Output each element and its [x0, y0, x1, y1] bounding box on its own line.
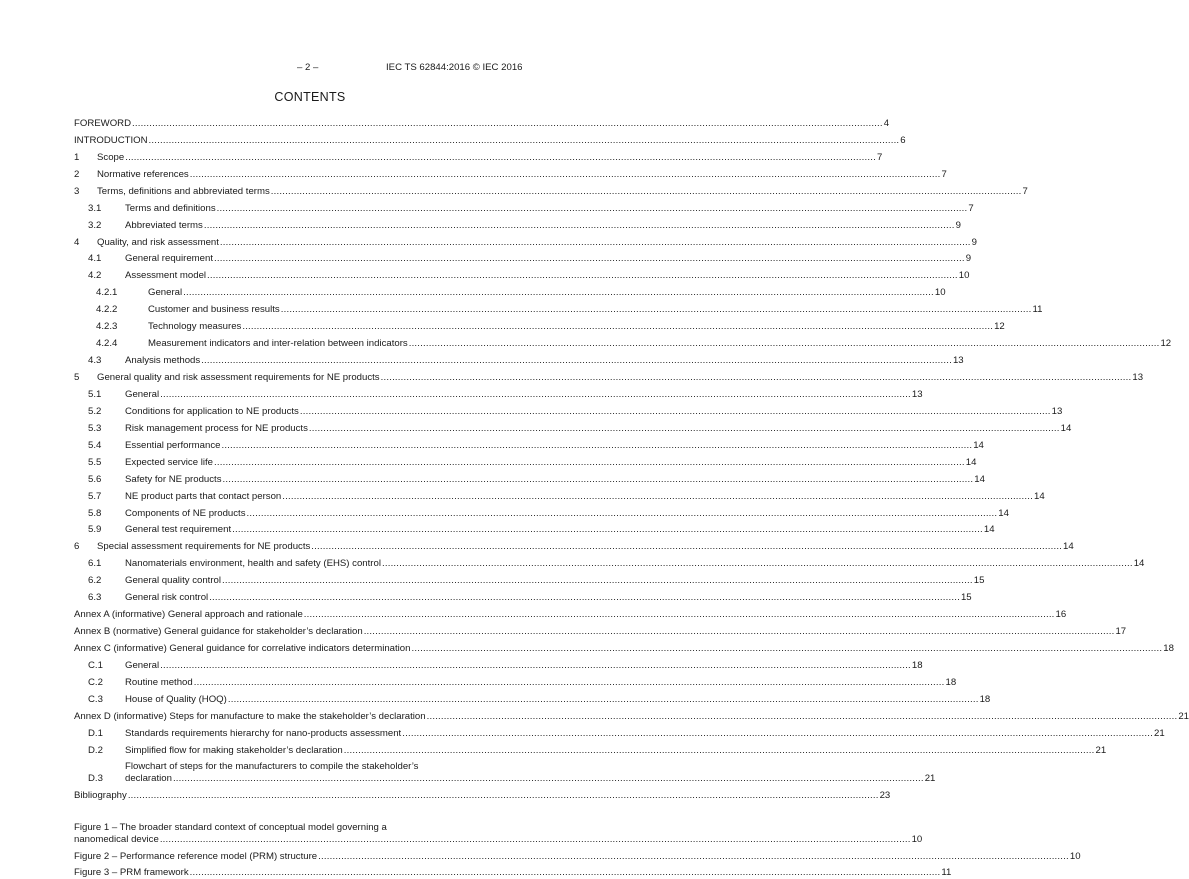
- dot-leader: [228, 694, 979, 706]
- dot-leader: [132, 118, 883, 130]
- toc-entry[interactable]: [74, 689, 546, 706]
- toc-entry[interactable]: [74, 147, 546, 164]
- toc-entry[interactable]: [74, 638, 546, 655]
- toc-entry[interactable]: [74, 604, 546, 621]
- entry-number: 5.2: [88, 406, 125, 418]
- entry-title-continuation: [125, 773, 935, 785]
- dot-leader: [209, 592, 960, 604]
- entry-number: 4.2: [88, 270, 125, 282]
- entry-title-line2: nanomedical device: [74, 834, 159, 846]
- entry-number: 4.2.2: [96, 304, 148, 316]
- entry-title: Components of NE products: [125, 508, 246, 520]
- entry-number: 4.2.4: [96, 338, 148, 350]
- dot-leader: [204, 220, 955, 232]
- entry-number: D.1: [88, 728, 125, 740]
- entry-number: 2: [74, 169, 97, 181]
- table-of-contents: [74, 113, 546, 879]
- dot-leader: [381, 372, 1132, 384]
- dot-leader: [173, 773, 924, 785]
- entry-title: General: [148, 287, 182, 299]
- entry-page-number: 14: [973, 440, 984, 452]
- toc-entry[interactable]: [74, 621, 546, 638]
- toc-entry[interactable]: [74, 265, 546, 282]
- entry-page-number: 9: [972, 237, 977, 249]
- entry-title: Annex D (informative) Steps for manufacture to make the stakeholder’s declaration: [74, 711, 426, 723]
- entry-title: Annex C (informative) General guidance for correlative indicators determination: [74, 643, 410, 655]
- dot-leader: [304, 609, 1055, 621]
- entry-page-number: 13: [953, 355, 964, 367]
- entry-number: 5.4: [88, 440, 125, 452]
- dot-leader: [190, 169, 941, 181]
- entry-title: Figure 1 – The broader standard context of conceptual model governing a: [74, 822, 922, 834]
- toc-entry[interactable]: [74, 401, 546, 418]
- toc-entry[interactable]: [74, 232, 546, 249]
- entry-title: Customer and business results: [148, 304, 280, 316]
- dot-leader: [242, 321, 993, 333]
- figure-entry[interactable]: [74, 846, 546, 863]
- entry-number: D.2: [88, 745, 125, 757]
- toc-entry[interactable]: [74, 384, 546, 401]
- entry-number: 1: [74, 152, 97, 164]
- figure-entry[interactable]: [74, 863, 546, 879]
- entry-page-number: 18: [1163, 643, 1174, 655]
- dot-leader: [223, 474, 974, 486]
- entry-title: Scope: [97, 152, 124, 164]
- dot-leader: [214, 457, 965, 469]
- entry-title-block: [125, 761, 935, 785]
- entry-page-number: 4: [884, 118, 889, 130]
- toc-entry[interactable]: [74, 785, 546, 802]
- entry-number: 4.2.1: [96, 287, 148, 299]
- entry-title: Bibliography: [74, 790, 127, 802]
- toc-entry[interactable]: [74, 570, 546, 587]
- entry-title: General test requirement: [125, 524, 231, 536]
- dot-leader: [183, 287, 934, 299]
- entry-title: Routine method: [125, 677, 193, 689]
- entry-number: 5.6: [88, 474, 125, 486]
- toc-entry[interactable]: [74, 655, 546, 672]
- dot-leader: [282, 491, 1033, 503]
- entry-title: General requirement: [125, 253, 213, 265]
- entry-page-number: 14: [1063, 541, 1074, 553]
- entry-page-number: 7: [941, 169, 946, 181]
- dot-leader: [149, 135, 900, 147]
- toc-entry[interactable]: [74, 367, 546, 384]
- entry-number: 5.3: [88, 423, 125, 435]
- dot-leader: [190, 867, 941, 879]
- entry-title: Assessment model: [125, 270, 206, 282]
- section-spacer: [74, 802, 546, 818]
- toc-entry[interactable]: [74, 164, 546, 181]
- entry-title: INTRODUCTION: [74, 135, 148, 147]
- entry-title: House of Quality (HOQ): [125, 694, 227, 706]
- toc-entry[interactable]: [74, 706, 546, 723]
- dot-leader: [318, 851, 1069, 863]
- entry-number: 3: [74, 186, 97, 198]
- toc-entry[interactable]: [74, 723, 546, 740]
- entry-title: General: [125, 389, 159, 401]
- entry-page-number: 15: [974, 575, 985, 587]
- entry-page-number: 18: [980, 694, 991, 706]
- entry-page-number: 14: [1061, 423, 1072, 435]
- entry-page-number: 13: [1052, 406, 1063, 418]
- entry-number: 4.2.3: [96, 321, 148, 333]
- dot-leader: [344, 745, 1095, 757]
- entry-page-number: 13: [912, 389, 923, 401]
- entry-page-number: 14: [1134, 558, 1145, 570]
- dot-leader: [382, 558, 1133, 570]
- entry-number: 6.2: [88, 575, 125, 587]
- entry-page-number: 10: [959, 270, 970, 282]
- entry-title: General quality and risk assessment requirements for NE products: [97, 372, 380, 384]
- entry-title: Figure 2 – Performance reference model (PRM) structure: [74, 851, 317, 863]
- entry-page-number: 10: [1070, 851, 1081, 863]
- dot-leader: [160, 389, 911, 401]
- entry-page-number: 6: [900, 135, 905, 147]
- toc-entry[interactable]: [74, 452, 546, 469]
- dot-leader: [411, 643, 1162, 655]
- toc-entry[interactable]: [74, 282, 546, 299]
- toc-entry[interactable]: [74, 469, 546, 486]
- entry-page-number: 11: [1032, 304, 1042, 316]
- entry-page-number: 13: [1132, 372, 1143, 384]
- entry-title: Essential performance: [125, 440, 220, 452]
- entry-page-number: 21: [1154, 728, 1165, 740]
- entry-number: 4: [74, 237, 97, 249]
- entry-title: Expected service life: [125, 457, 213, 469]
- entry-number: C.3: [88, 694, 125, 706]
- entry-page-number: 7: [1023, 186, 1028, 198]
- dot-leader: [214, 253, 965, 265]
- dot-leader: [160, 834, 911, 846]
- entry-page-number: 9: [956, 220, 961, 232]
- entry-title: General: [125, 660, 159, 672]
- entry-page-number: 16: [1056, 609, 1067, 621]
- toc-entry[interactable]: [74, 520, 546, 537]
- entry-title: Simplified flow for making stakeholder’s declaration: [125, 745, 343, 757]
- entry-number: 5.9: [88, 524, 125, 536]
- entry-page-number: 23: [880, 790, 891, 802]
- toc-entry[interactable]: [74, 486, 546, 503]
- entry-title: Quality, and risk assessment: [97, 237, 219, 249]
- entry-page-number: 15: [961, 592, 972, 604]
- dot-leader: [128, 790, 879, 802]
- entry-title: Figure 3 – PRM framework: [74, 867, 189, 879]
- toc-entry[interactable]: [74, 316, 546, 333]
- entry-title-line2: declaration: [125, 773, 172, 785]
- page-number: – 2 –: [297, 62, 318, 73]
- dot-leader: [194, 677, 945, 689]
- entry-number: 6.3: [88, 592, 125, 604]
- dot-leader: [232, 524, 983, 536]
- entry-title: NE product parts that contact person: [125, 491, 281, 503]
- entry-page-number: 12: [994, 321, 1005, 333]
- entry-page-number: 11: [941, 867, 951, 879]
- entry-number: 3.1: [88, 203, 125, 215]
- entry-page-number: 14: [1034, 491, 1045, 503]
- dot-leader: [271, 186, 1022, 198]
- dot-leader: [309, 423, 1060, 435]
- figure-entry[interactable]: [74, 818, 546, 846]
- toc-entry[interactable]: [74, 181, 546, 198]
- dot-leader: [221, 440, 972, 452]
- dot-leader: [217, 203, 968, 215]
- document-reference: IEC TS 62844:2016 © IEC 2016: [386, 62, 523, 73]
- toc-entry[interactable]: [74, 249, 546, 266]
- entry-page-number: 14: [984, 524, 995, 536]
- toc-entry[interactable]: [74, 418, 546, 435]
- entry-page-number: 9: [966, 253, 971, 265]
- entry-title-block: [74, 822, 922, 846]
- entry-number: D.3: [88, 773, 125, 785]
- entry-title: Conditions for application to NE products: [125, 406, 299, 418]
- entry-page-number: 14: [998, 508, 1009, 520]
- entry-page-number: 14: [966, 457, 977, 469]
- entry-number: 6.1: [88, 558, 125, 570]
- entry-title: Terms and definitions: [125, 203, 216, 215]
- entry-number: 3.2: [88, 220, 125, 232]
- toc-entry[interactable]: [74, 113, 546, 130]
- toc-entry[interactable]: [74, 757, 546, 785]
- toc-entry[interactable]: [74, 672, 546, 689]
- entry-page-number: 14: [974, 474, 985, 486]
- toc-entry[interactable]: [74, 333, 546, 350]
- dot-leader: [160, 660, 911, 672]
- entry-page-number: 18: [945, 677, 956, 689]
- dot-leader: [281, 304, 1032, 316]
- entry-title: Annex A (informative) General approach and rationale: [74, 609, 303, 621]
- entry-page-number: 10: [912, 834, 923, 846]
- dot-leader: [311, 541, 1062, 553]
- entry-title: Annex B (normative) General guidance for stakeholder’s declaration: [74, 626, 363, 638]
- dot-leader: [409, 338, 1160, 350]
- entry-title: FOREWORD: [74, 118, 131, 130]
- entry-number: 5.5: [88, 457, 125, 469]
- entry-page-number: 7: [968, 203, 973, 215]
- entry-number: 5: [74, 372, 97, 384]
- dot-leader: [402, 728, 1153, 740]
- toc-entry[interactable]: [74, 503, 546, 520]
- dot-leader: [364, 626, 1115, 638]
- entry-title: General quality control: [125, 575, 221, 587]
- toc-entry[interactable]: [74, 536, 546, 553]
- entry-number: 4.1: [88, 253, 125, 265]
- entry-page-number: 12: [1160, 338, 1171, 350]
- entry-page-number: 21: [1178, 711, 1189, 723]
- dot-leader: [207, 270, 958, 282]
- entry-number: 5.7: [88, 491, 125, 503]
- entry-title: Measurement indicators and inter-relation between indicators: [148, 338, 408, 350]
- entry-title: Technology measures: [148, 321, 241, 333]
- entry-title: Analysis methods: [125, 355, 200, 367]
- toc-entry[interactable]: [74, 130, 546, 147]
- entry-number: 6: [74, 541, 97, 553]
- entry-title: Risk management process for NE products: [125, 423, 308, 435]
- toc-entry[interactable]: [74, 198, 546, 215]
- entry-page-number: 7: [877, 152, 882, 164]
- dot-leader: [247, 508, 998, 520]
- entry-title: Terms, definitions and abbreviated terms: [97, 186, 270, 198]
- toc-entry[interactable]: [74, 350, 546, 367]
- entry-page-number: 18: [912, 660, 923, 672]
- dot-leader: [222, 575, 973, 587]
- entry-title: Nanomaterials environment, health and safety (EHS) control: [125, 558, 381, 570]
- entry-title: Special assessment requirements for NE products: [97, 541, 310, 553]
- entry-page-number: 21: [925, 773, 936, 785]
- entry-number: C.2: [88, 677, 125, 689]
- entry-number: C.1: [88, 660, 125, 672]
- entry-number: 5.8: [88, 508, 125, 520]
- toc-entry[interactable]: [74, 215, 546, 232]
- dot-leader: [427, 711, 1178, 723]
- entry-title: General risk control: [125, 592, 208, 604]
- entry-page-number: 21: [1096, 745, 1107, 757]
- toc-entry[interactable]: [74, 299, 546, 316]
- dot-leader: [220, 237, 971, 249]
- entry-title-continuation: [74, 834, 922, 846]
- dot-leader: [125, 152, 876, 164]
- entry-title: Abbreviated terms: [125, 220, 203, 232]
- entry-number: 4.3: [88, 355, 125, 367]
- entry-title: Safety for NE products: [125, 474, 222, 486]
- entry-page-number: 17: [1115, 626, 1126, 638]
- toc-entry[interactable]: [74, 740, 546, 757]
- entry-title: Flowchart of steps for the manufacturers to compile the stakeholder’s: [125, 761, 935, 773]
- toc-entry[interactable]: [74, 435, 546, 452]
- page-title: CONTENTS: [0, 90, 620, 104]
- entry-title: Normative references: [97, 169, 189, 181]
- dot-leader: [201, 355, 952, 367]
- entry-title: Standards requirements hierarchy for nano-products assessment: [125, 728, 401, 740]
- entry-number: 5.1: [88, 389, 125, 401]
- entry-page-number: 10: [935, 287, 946, 299]
- toc-entry[interactable]: [74, 587, 546, 604]
- toc-entry[interactable]: [74, 553, 546, 570]
- dot-leader: [300, 406, 1051, 418]
